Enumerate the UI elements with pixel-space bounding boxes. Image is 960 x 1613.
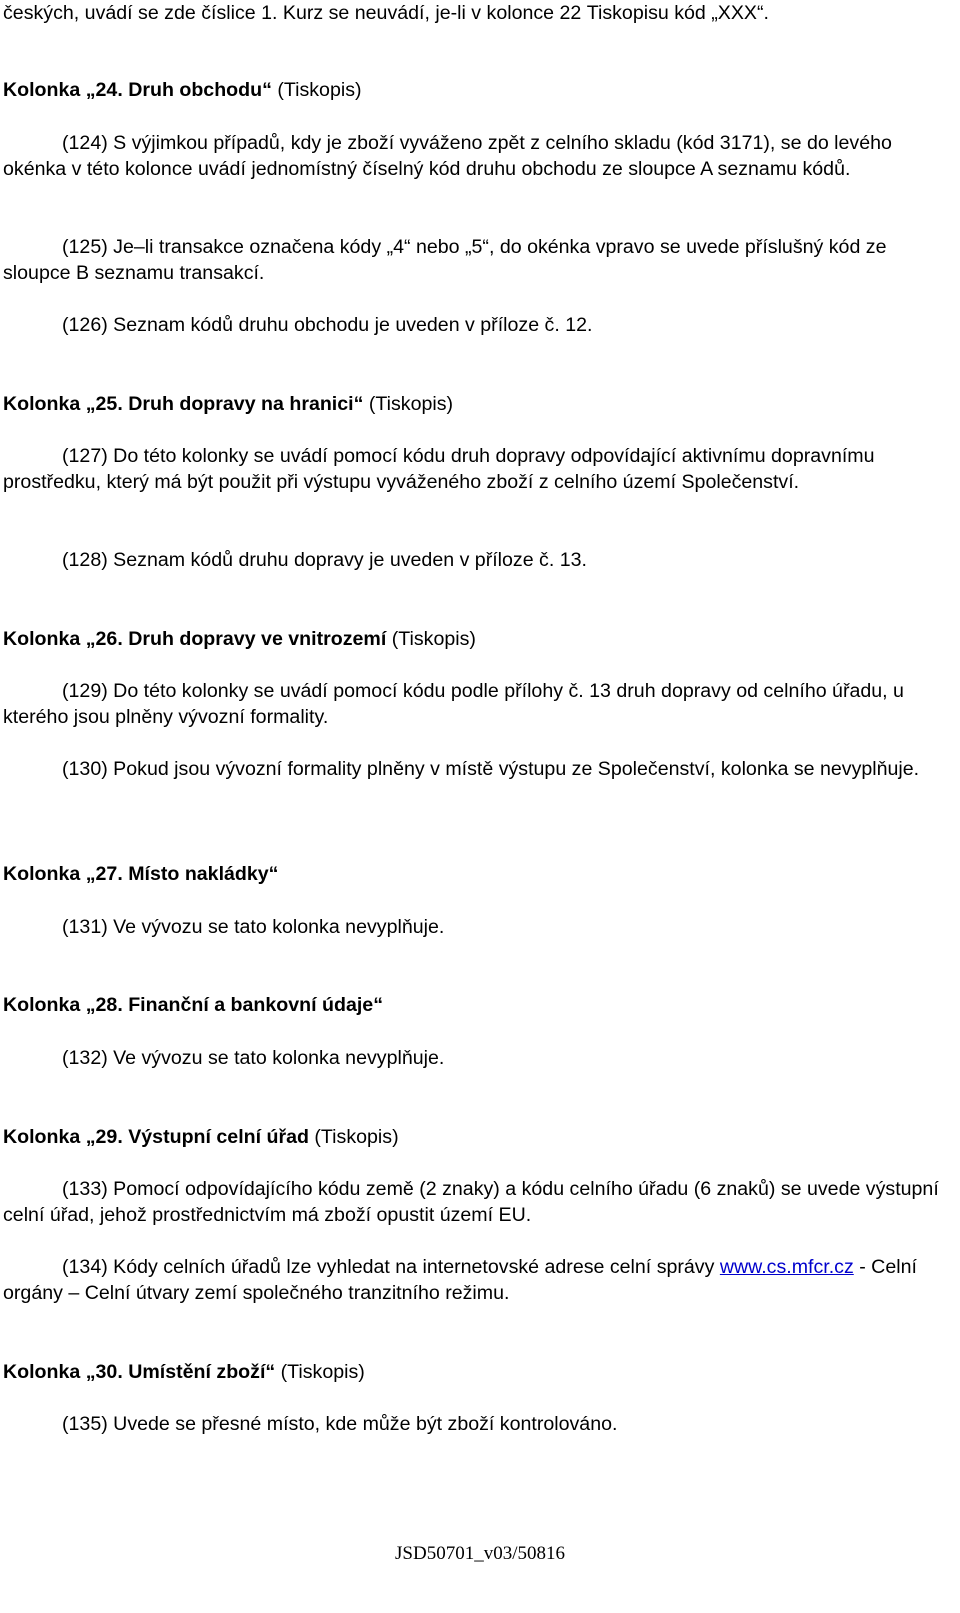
heading-kolonka-26-suffix: (Tiskopis) <box>386 628 476 650</box>
heading-kolonka-25 <box>3 391 948 417</box>
paragraph-132: (132) Ve vývozu se tato kolonka nevyplňuje. <box>62 1047 445 1069</box>
paragraph-128: (128) Seznam kódů druhu dopravy je uveden v příloze č. 13. <box>62 549 587 571</box>
heading-kolonka-28-title: Finanční a bankovní údaje“ <box>128 994 383 1016</box>
heading-kolonka-24 <box>3 77 948 103</box>
heading-kolonka-25-title: Druh dopravy na hranici“ <box>128 393 364 415</box>
paragraph-131: (131) Ve vývozu se tato kolonka nevyplňuje. <box>62 916 445 938</box>
heading-kolonka-29-prefix: Kolonka „29. <box>3 1126 129 1148</box>
paragraph-134-end: - Celní orgány – Celní útvary zemí společného tranzitního režimu. <box>3 1256 917 1304</box>
paragraph-130: (130) Pokud jsou vývozní formality plněny v místě výstupu ze Společenství, kolonka se nevyplňuje. <box>62 758 920 780</box>
paragraph-125: (125) Je–li transakce označena kódy „4“ nebo „5“, do okénka vpravo se uvede příslušný kód ze sloupce B seznamu transakcí. <box>3 236 887 284</box>
paragraph-135: (135) Uvede se přesné místo, kde může být zboží kontrolováno. <box>62 1413 618 1435</box>
heading-kolonka-29-suffix: (Tiskopis) <box>308 1126 399 1148</box>
paragraph-133: (133) Pomocí odpovídajícího kódu země (2 znaky) a kódu celního úřadu (6 znaků) se uvede výstupní celní úřad, jehož prostřednictvím má zboží opustit území EU. <box>3 1178 939 1226</box>
heading-kolonka-29-title: Výstupní celní úřad <box>128 1126 309 1148</box>
heading-kolonka-24-suffix: (Tiskopis) <box>271 79 362 101</box>
paragraph-127: (127) Do této kolonky se uvádí pomocí kódu druh dopravy odpovídající aktivnímu dopravnímu prostředku, který má být použit při výstupu vyváženého zboží z celního území Společenství. <box>3 445 875 493</box>
heading-kolonka-30-prefix: Kolonka „30. <box>3 1361 129 1383</box>
heading-kolonka-27 <box>3 861 948 887</box>
paragraph-124: (124) S výjimkou případů, kdy je zboží vyváženo zpět z celního skladu (kód 3171), se do levého okénka v této koloncе uvádí jednomístný číselný kód druhu obchodu ze sloupce A seznamu kódů. <box>3 132 892 180</box>
customs-website-link[interactable]: www.cs.mfcr.cz <box>719 1256 854 1278</box>
heading-kolonka-26-prefix: Kolonka „26. <box>3 628 129 650</box>
heading-kolonka-30 <box>3 1359 948 1385</box>
heading-kolonka-25-prefix: Kolonka „25. <box>3 393 129 415</box>
paragraph-126: (126) Seznam kódů druhu obchodu je uveden v příloze č. 12. <box>62 314 593 336</box>
heading-kolonka-28 <box>3 992 948 1018</box>
paragraph-134-start: (134) Kódy celních úřadů lze vyhledat na internetovské adrese celní správy <box>62 1256 720 1278</box>
heading-kolonka-25-suffix: (Tiskopis) <box>363 393 454 415</box>
paragraph-129: (129) Do této kolonky se uvádí pomocí kódu podle přílohy č. 13 druh dopravy od celního úřadu, u kterého jsou plněny vývozní formality. <box>3 680 904 728</box>
heading-kolonka-27-title: Místo nakládky“ <box>128 863 279 885</box>
heading-kolonka-30-suffix: (Tiskopis) <box>275 1361 365 1383</box>
intro-line: českých, uvádí se zde číslice 1. Kurz se neuvádí, je-li v koloncе 22 Tiskopisu kód „XXX“. <box>3 2 769 24</box>
paragraph-134 <box>3 1254 948 1306</box>
page-footer-code: JSD50701_v03/50816 <box>395 1543 565 1564</box>
heading-kolonka-26-title: Druh dopravy ve vnitrozemí <box>128 628 387 650</box>
heading-kolonka-29 <box>3 1124 948 1150</box>
heading-kolonka-24-title: Druh obchodu“ <box>128 79 272 101</box>
heading-kolonka-27-prefix: Kolonka „27. <box>3 863 129 885</box>
heading-kolonka-26 <box>3 626 948 652</box>
heading-kolonka-28-prefix: Kolonka „28. <box>3 994 129 1016</box>
heading-kolonka-30-title: Umístění zboží“ <box>128 1361 276 1383</box>
heading-kolonka-24-prefix: Kolonka „24. <box>3 79 129 101</box>
